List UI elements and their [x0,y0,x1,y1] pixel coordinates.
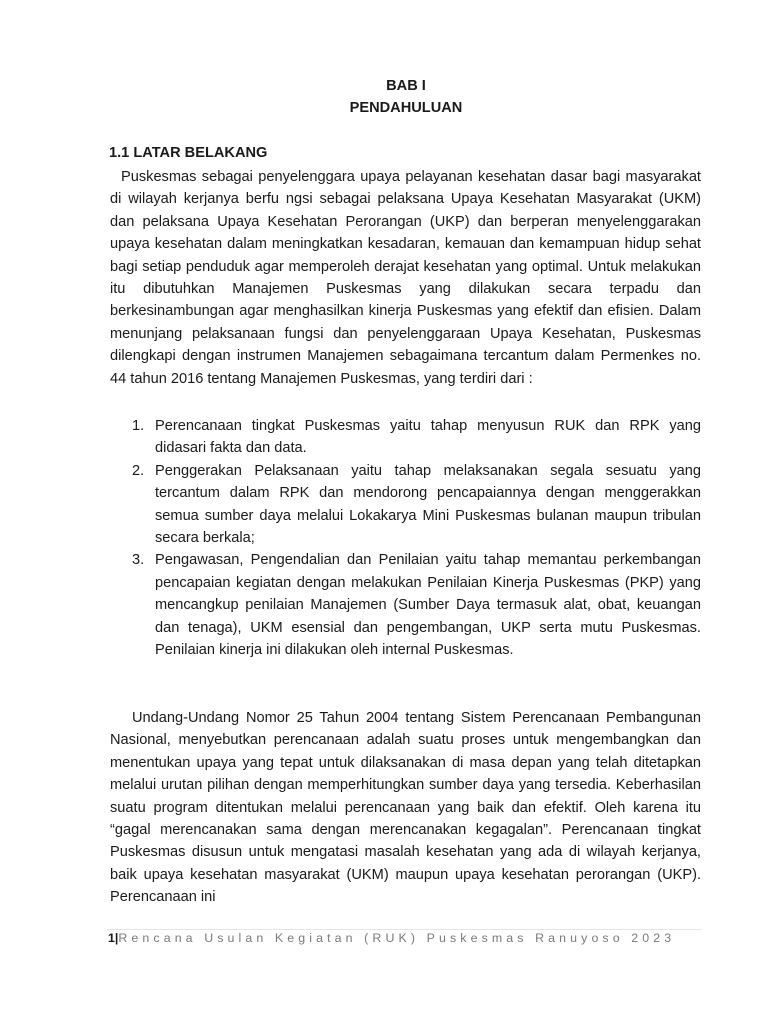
footer-title: Rencana Usulan Kegiatan (RUK) Puskesmas Ranuyoso 2023 [118,931,676,945]
page-number: 1 [108,931,115,945]
list-item-number: 3. [132,552,145,569]
body-paragraph: Undang-Undang Nomor 25 Tahun 2004 tentang Sistem Perencanaan Pembangunan Nasional, menyebutkan perencanaan adalah suatu proses untuk mengembangkan dan menentukan upaya yang tepat untuk dilaksanakan di masa depan yang telah ditetapkan melalui urutan pilihan dengan memperhitungkan sumber daya yang tersedia. Keberhasilan suatu program ditentukan melalui perencanaan yang baik dan efektif. Oleh karena itu “gagal merencanakan sama dengan merencanakan kegagalan”. Perencanaan tingkat Puskesmas disusun untuk mengatasi masalah kesehatan yang ada di wilayah kerjanya, baik upaya kesehatan masyarakat (UKM) maupun upaya kesehatan perorangan (UKP). Perencanaan ini [110,710,701,906]
chapter-number: BAB I [386,78,426,94]
chapter-title: PENDAHULUAN [349,100,463,116]
list-item-text: Perencanaan tingkat Puskesmas yaitu tahap menyusun RUK dan RPK yang didasari fakta dan data. [155,418,701,457]
numbered-list [132,415,701,661]
list-item [132,460,701,550]
list-item-number: 1. [132,418,145,434]
list-item [132,415,701,460]
footer-separator: | [114,931,119,945]
section-title: 1.1 LATAR BELAKANG [109,145,268,161]
page-footer [107,929,701,950]
list-item-number: 2. [132,462,145,479]
list-item-text: Penggerakan Pelaksanaan yaitu tahap melaksanakan segala sesuatu yang tercantum dalam RPK dan mendorong pencapaiannya dengan menggerakkan semua sumber daya melalui Lokakarya Mini Puskesmas bulanan maupun tribulan secara berkala; [155,462,701,547]
list-item [132,549,701,661]
body-paragraph: Puskesmas sebagai penyelenggara upaya pelayanan kesehatan dasar bagi masyarakat di wilayah kerjanya berfu ngsi sebagai pelaksana Upaya Kesehatan Masyarakat (UKM) dan pelaksana Upaya Kesehatan Perorangan (UKP) dan berperan menyelenggarakan upaya kesehatan dalam meningkatkan kesadaran, kemauan dan kemampuan hidup sehat bagi setiap penduduk agar memperoleh derajat kesehatan yang optimal. Untuk melakukan itu dibutuhkan Manajemen Puskesmas yang dilakukan secara terpadu dan berkesinambungan agar menghasilkan kinerja Puskesmas yang efektif dan efisien. Dalam menunjang pelaksanaan fungsi dan penyelenggaraan Upaya Kesehatan, Puskesmas dilengkapi dengan instrumen Manajemen sebagaimana tercantum dalam Permenkes no. 44 tahun 2016 tentang Manajemen Puskesmas, yang terdiri dari : [110,169,701,387]
list-item-text: Pengawasan, Pengendalian dan Penilaian yaitu tahap memantau perkembangan pencapaian kegiatan dengan melakukan Penilaian Kinerja Puskesmas (PKP) yang mencangkup penilaian Manajemen (Sumber Daya termasuk alat, obat, keuangan dan tenaga), UKM esensial dan pengembangan, UKP serta mutu Puskesmas. Penilaian kinerja ini dilakukan oleh internal Puskesmas. [155,552,701,659]
